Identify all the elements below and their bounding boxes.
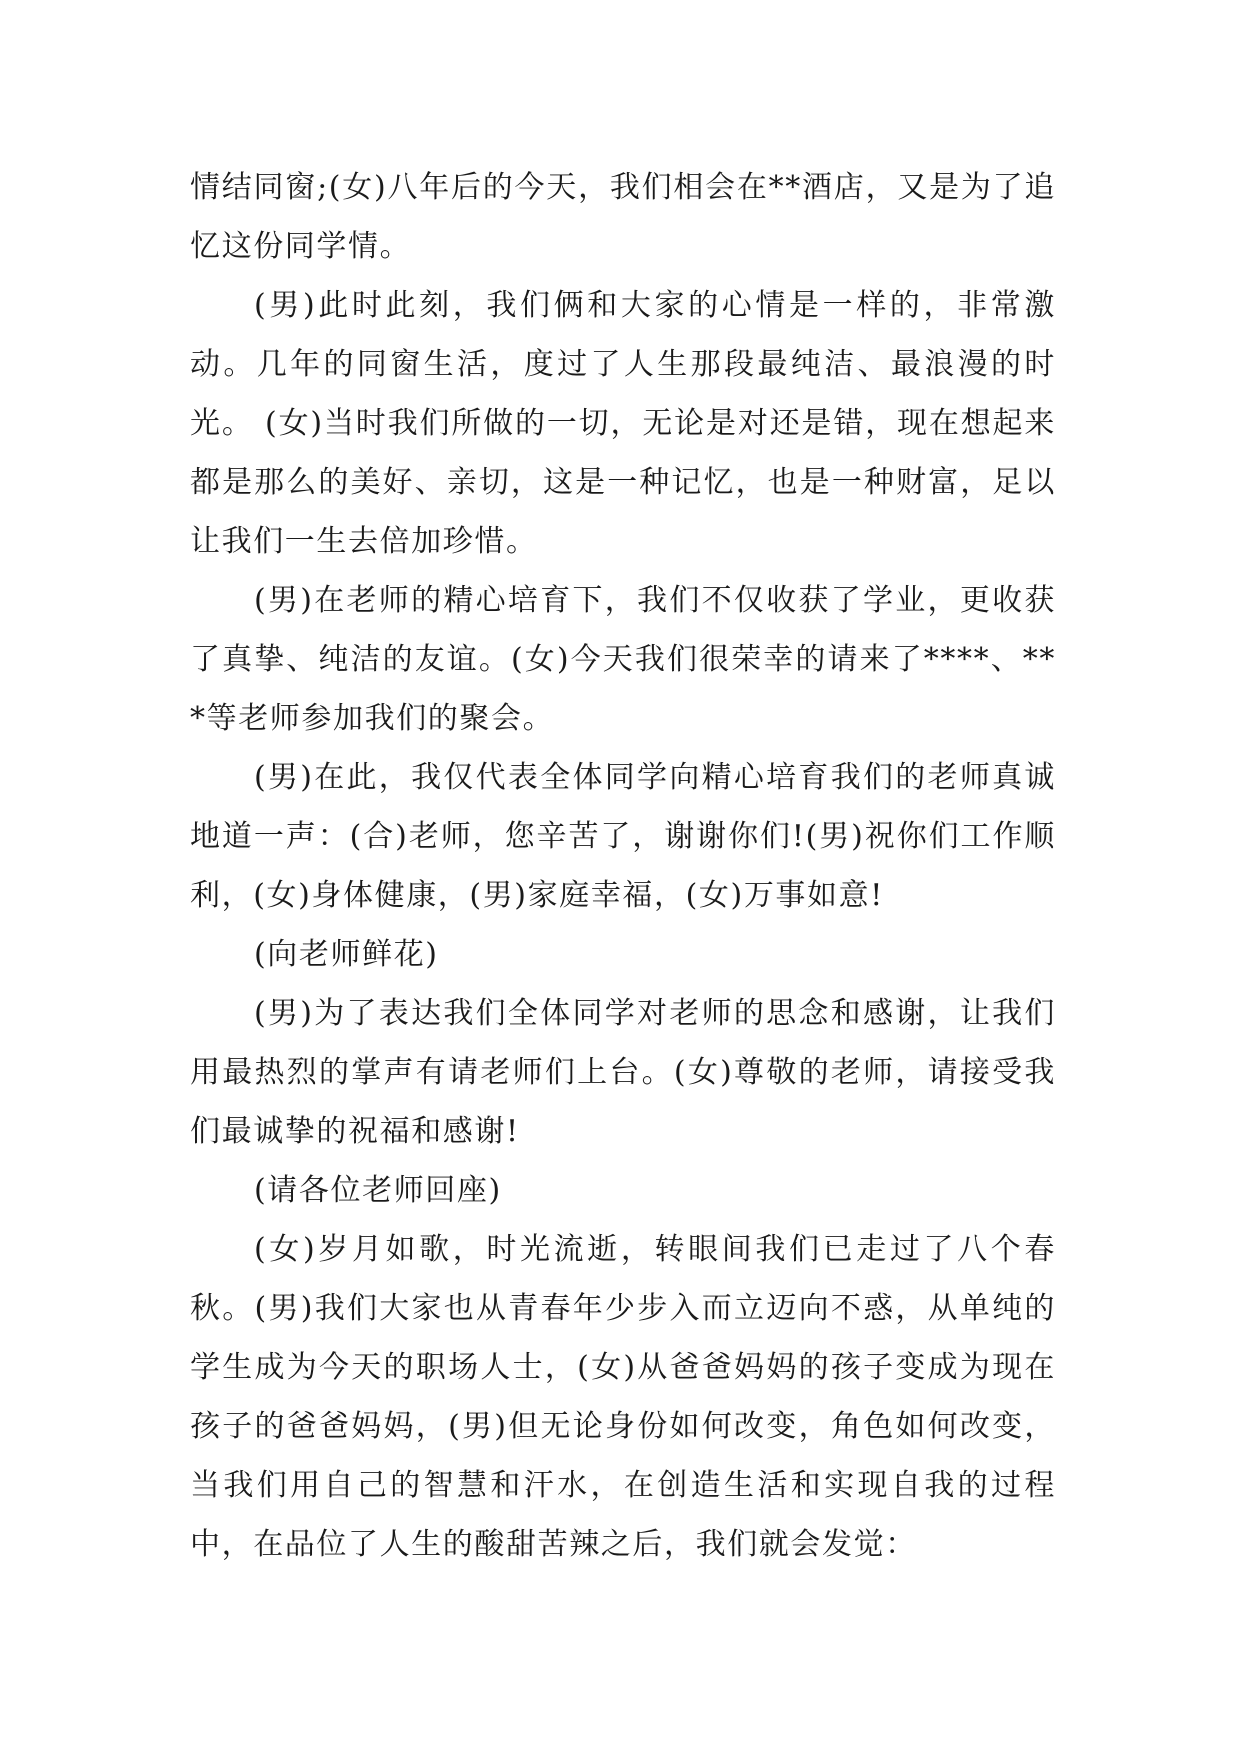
paragraph: (女)岁月如歌，时光流逝，转眼间我们已走过了八个春秋。(男)我们大家也从青春年少步入而立迈向不惑，从单纯的学生成为今天的职场人士，(女)从爸爸妈妈的孩子变成为现在孩子的爸爸妈妈，(男)但无论身份如何改变，角色如何改变，当我们用自己的智慧和汗水，在创造生活和实现自我的过程中，在品位了人生的酸甜苦辣之后，我们就会发觉：: [190, 1232, 1056, 1562]
document-page: [190, 158, 1056, 1574]
paragraph: (男)在老师的精心培育下，我们不仅收获了学业，更收获了真挚、纯洁的友谊。(女)今天我们很荣幸的请来了****、***等老师参加我们的聚会。: [190, 583, 1056, 736]
paragraph: (男)此时此刻，我们俩和大家的心情是一样的，非常激动。几年的同窗生活，度过了人生那段最纯洁、最浪漫的时光。 (女)当时我们所做的一切，无论是对还是错，现在想起来都是那么的美好、亲切，这是一种记忆，也是一种财富，足以让我们一生去倍加珍惜。: [190, 288, 1056, 559]
paragraph: (男)在此，我仅代表全体同学向精心培育我们的老师真诚地道一声：(合)老师，您辛苦了，谢谢你们!(男)祝你们工作顺利，(女)身体健康，(男)家庭幸福，(女)万事如意!: [190, 760, 1056, 913]
paragraph: (男)为了表达我们全体同学对老师的思念和感谢，让我们用最热烈的掌声有请老师们上台。(女)尊敬的老师，请接受我们最诚挚的祝福和感谢!: [190, 996, 1056, 1149]
paragraph-continued: 情结同窗;(女)八年后的今天，我们相会在**酒店，又是为了追忆这份同学情。: [190, 170, 1056, 264]
stage-direction: (向老师鲜花): [254, 937, 439, 972]
stage-direction: (请各位老师回座): [254, 1173, 502, 1208]
